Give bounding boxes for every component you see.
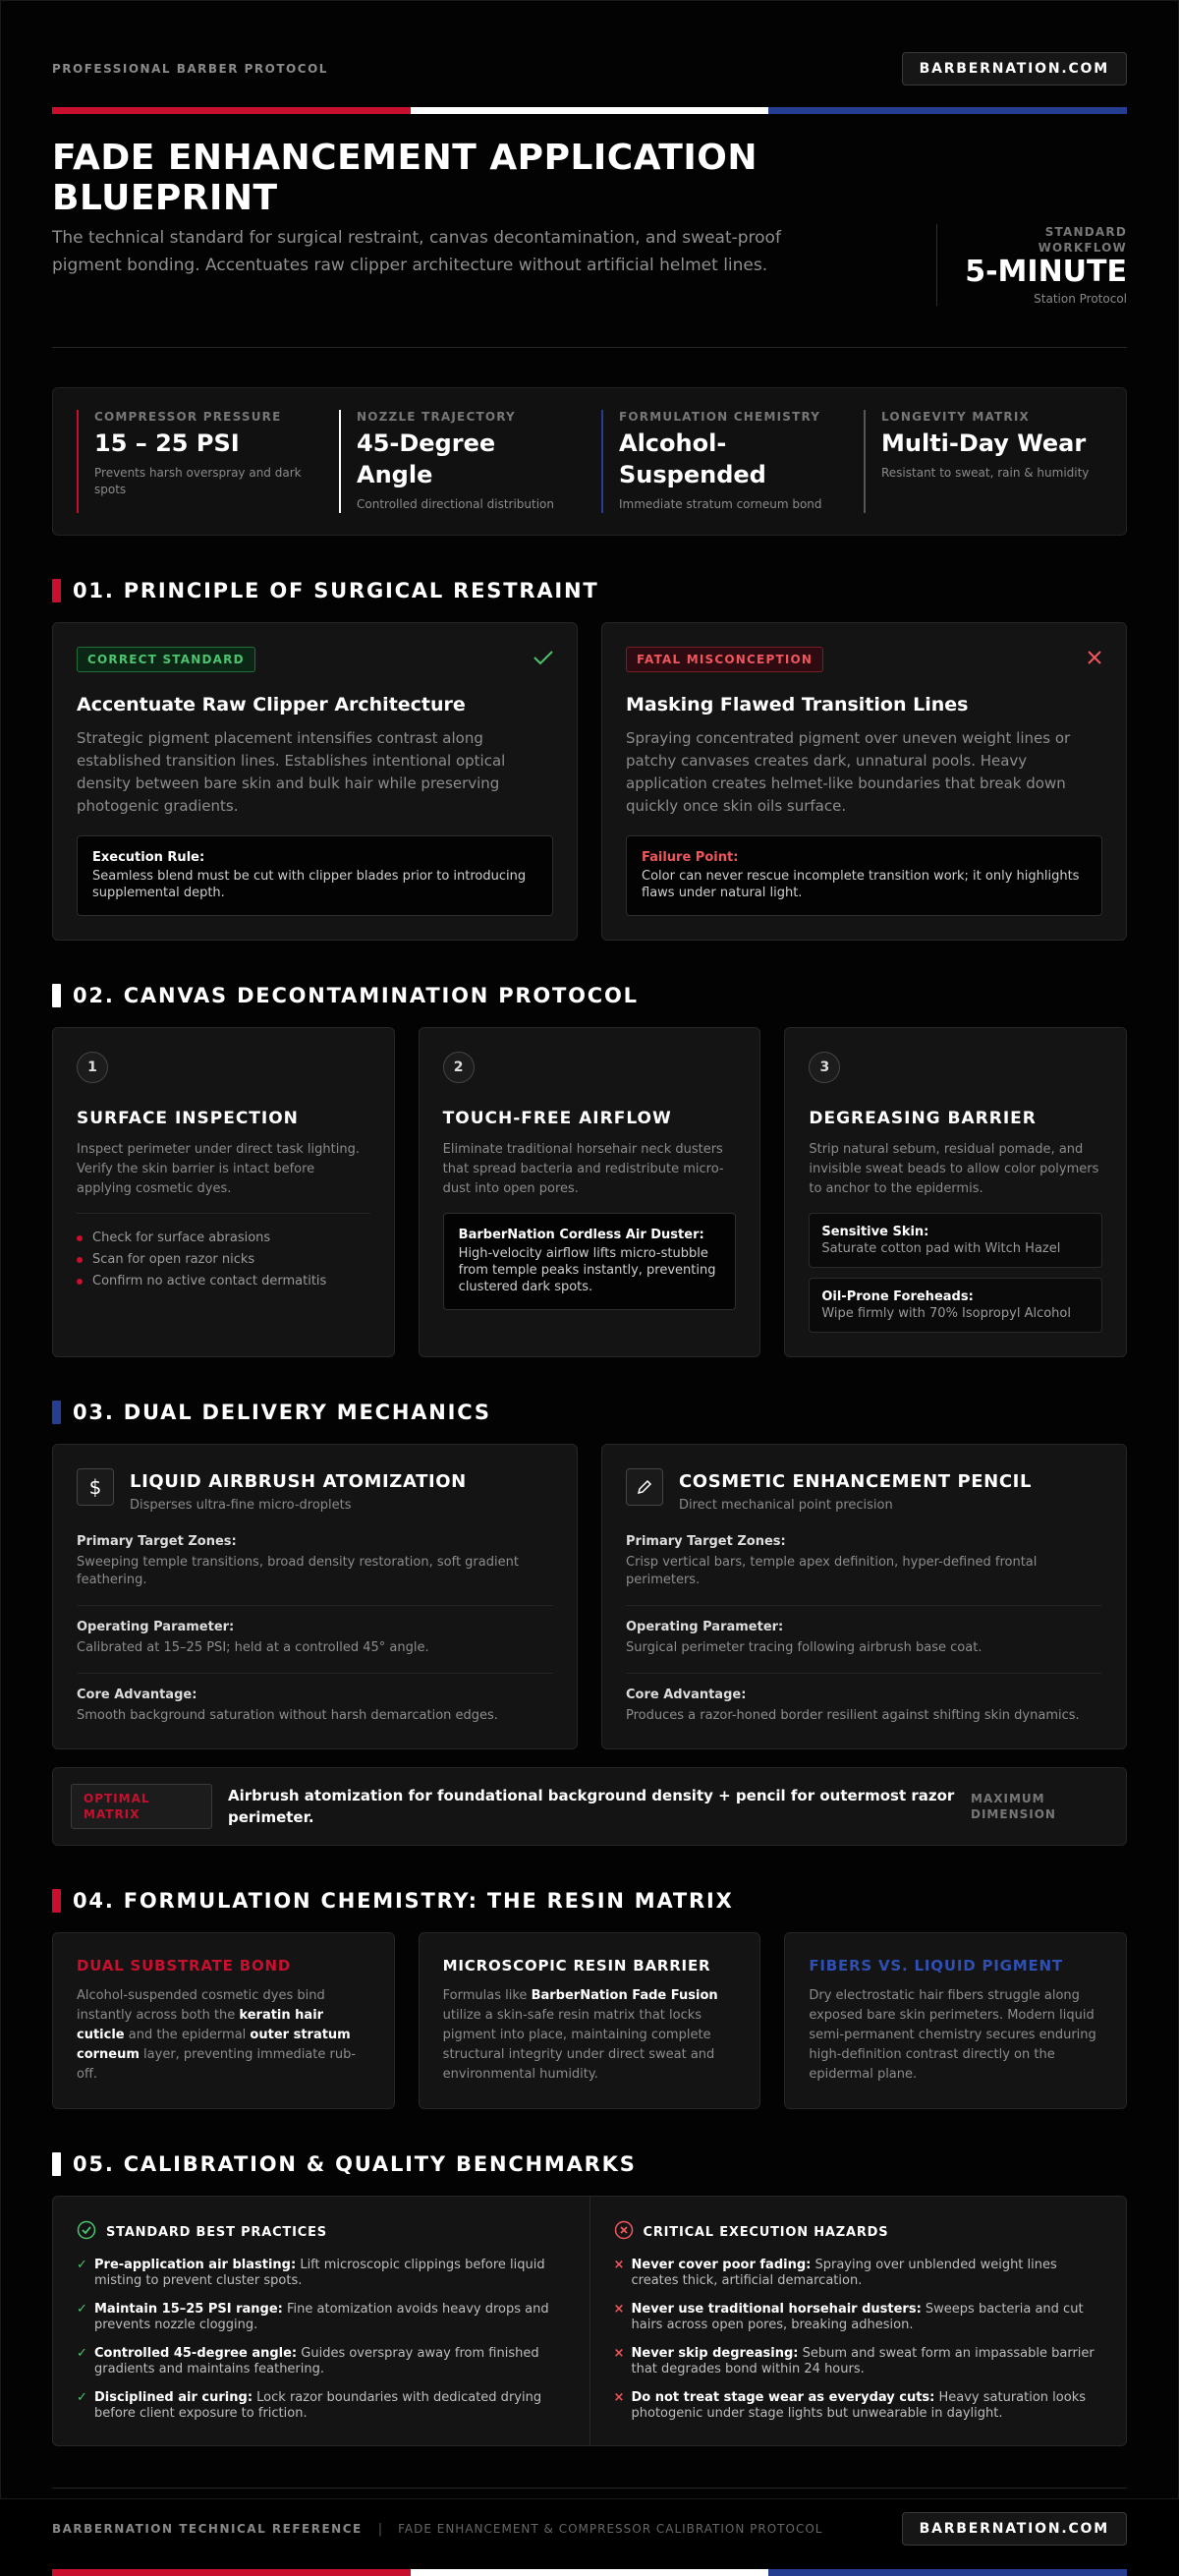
spec-desc: Immediate stratum corneum bond xyxy=(619,497,822,511)
step-number: 3 xyxy=(809,1052,840,1083)
list-item: × Never skip degreasing: Sebum and sweat form an impassable barrier that degrades bond within 24 hours. xyxy=(613,2346,1095,2376)
row-text: Sweeping temple transitions, broad density restoration, soft gradient feathering. xyxy=(77,1555,519,1587)
card-sub: Disperses ultra-fine micro-droplets xyxy=(130,1498,352,1513)
spec-label: NOZZLE TRAJECTORY xyxy=(357,410,516,424)
airbrush-card xyxy=(52,1444,578,1749)
benchmarks-panel xyxy=(52,2196,1127,2446)
card-desc: Strategic pigment placement intensifies contrast along established transition lines. Establishes intentional optical density between bare skin and bulk hair while preserving photogenic gradients. xyxy=(77,729,506,815)
best-practices-column xyxy=(53,2197,590,2445)
box-title: Execution Rule: xyxy=(92,850,205,865)
section-marker xyxy=(52,984,61,1007)
restraint-cards xyxy=(52,622,1127,941)
check-circle-icon xyxy=(77,2220,96,2244)
step-desc: Inspect perimeter under direct task lighting. Verify the skin barrier is intact before applying cosmetic dyes. xyxy=(77,1142,360,1196)
chemistry-cards xyxy=(52,1932,1127,2109)
spec-value: Alcohol-Suspended xyxy=(619,429,766,488)
section-heading-5 xyxy=(52,2152,1127,2176)
inspection-checklist xyxy=(77,1213,370,1292)
row-text: Produces a razor-honed border resilient against shifting skin dynamics. xyxy=(626,1708,1080,1723)
spec-value: Multi-Day Wear xyxy=(881,429,1087,457)
resin-barrier-card xyxy=(419,1932,761,2109)
decontamination-steps xyxy=(52,1027,1127,1357)
card-desc: Formulas like BarberNation Fade Fusion utilize a skin-safe resin matrix that locks pigment into place, maintaining complete structural integrity under direct sweat and environmental humidity. xyxy=(442,1988,718,2082)
bullet-icon xyxy=(77,1257,83,1263)
list-item xyxy=(77,1228,370,1249)
list-item: ✓ Maintain 15–25 PSI range: Fine atomization avoids heavy drops and prevents nozzle clogging. xyxy=(77,2302,549,2332)
check-icon xyxy=(533,650,553,669)
footer-reference: BARBERNATION TECHNICAL REFERENCE xyxy=(52,2522,363,2536)
mini-text: Saturate cotton pad with Witch Hazel xyxy=(821,1241,1061,1256)
row-text: Calibrated at 15–25 PSI; held at a controlled 45° angle. xyxy=(77,1640,429,1655)
list-item: × Do not treat stage wear as everyday cuts: Heavy saturation looks photogenic under stage lights but unwearable in daylight. xyxy=(613,2390,1086,2421)
section-title: 04. FORMULATION CHEMISTRY: THE RESIN MATRIX xyxy=(73,1889,734,1913)
footer-protocol: FADE ENHANCEMENT & COMPRESSOR CALIBRATION PROTOCOL xyxy=(398,2522,823,2536)
card-title: COSMETIC ENHANCEMENT PENCIL xyxy=(679,1471,1033,1492)
column-title: CRITICAL EXECUTION HAZARDS xyxy=(643,2224,889,2240)
x-icon: × xyxy=(613,2258,625,2272)
section-title: 03. DUAL DELIVERY MECHANICS xyxy=(73,1401,491,1424)
dual-substrate-card xyxy=(52,1932,395,2109)
x-circle-icon xyxy=(614,2220,634,2244)
card-title: Masking Flawed Transition Lines xyxy=(626,694,969,716)
box-title: Failure Point: xyxy=(642,850,739,865)
spec-strip xyxy=(52,387,1127,536)
list-item: ✓ Pre-application air blasting: Lift microscopic clippings before liquid misting to prevent cluster spots. xyxy=(77,2258,545,2288)
row-label: Core Advantage: xyxy=(77,1688,197,1702)
step-card-degreasing-barrier xyxy=(784,1027,1127,1357)
optimal-tag: OPTIMAL MATRIX xyxy=(71,1784,212,1829)
execution-rule-box xyxy=(77,835,553,916)
card-desc: Dry electrostatic hair fibers struggle along exposed bare skin perimeters. Modern liquid semi-permanent chemistry secures enduring high-definition contrast directly on the epidermal plane. xyxy=(809,1988,1096,2082)
check-icon: ✓ xyxy=(77,2302,87,2317)
spec-formulation-chemistry xyxy=(601,410,840,513)
row-label: Operating Parameter: xyxy=(77,1620,235,1634)
list-item: ✓ Controlled 45-degree angle: Guides overspray away from finished gradients and maintains feathering. xyxy=(77,2346,539,2376)
step-card-surface-inspection xyxy=(52,1027,395,1357)
spec-desc: Resistant to sweat, rain & humidity xyxy=(881,466,1090,480)
step-number: 2 xyxy=(443,1052,475,1083)
list-item-label: Scan for open razor nicks xyxy=(92,1252,255,1267)
sensitive-skin-box xyxy=(809,1213,1102,1268)
page-title: FADE ENHANCEMENT APPLICATION BLUEPRINT xyxy=(52,138,758,218)
workflow-value: 5-MINUTE xyxy=(965,255,1127,289)
card-title: MICROSCOPIC RESIN BARRIER xyxy=(442,1957,711,1975)
mini-title: Sensitive Skin: xyxy=(821,1225,929,1239)
x-icon: × xyxy=(613,2302,625,2317)
eyebrow: PROFESSIONAL BARBER PROTOCOL xyxy=(52,62,328,76)
x-icon xyxy=(1087,650,1102,669)
list-item-label: Confirm no active contact dermatitis xyxy=(92,1274,327,1288)
spec-label: FORMULATION CHEMISTRY xyxy=(619,410,821,424)
spec-longevity-matrix xyxy=(864,410,1102,513)
delivery-cards xyxy=(52,1444,1127,1749)
card-sub: Direct mechanical point precision xyxy=(679,1498,893,1513)
mini-title: Oil-Prone Foreheads: xyxy=(821,1289,974,1304)
section-heading-4 xyxy=(52,1889,1127,1913)
failure-point-box xyxy=(626,835,1102,916)
box-title: BarberNation Cordless Air Duster: xyxy=(458,1228,704,1242)
list-item xyxy=(77,1249,370,1271)
step-card-touch-free-airflow xyxy=(419,1027,761,1357)
list-item xyxy=(77,1271,370,1292)
card-title: FIBERS VS. LIQUID PIGMENT xyxy=(809,1957,1063,1975)
check-icon: ✓ xyxy=(77,2346,87,2361)
bullet-icon xyxy=(77,1235,83,1241)
card-desc: Spraying concentrated pigment over uneven weight lines or patchy canvases creates dark, unnatural pools. Heavy application creates helmet-like boundaries that break down quickly once skin oils surface. xyxy=(626,729,1071,815)
section-title: 01. PRINCIPLE OF SURGICAL RESTRAINT xyxy=(73,579,599,602)
pencil-icon xyxy=(626,1468,663,1506)
workflow-label: WORKFLOW xyxy=(1038,241,1127,255)
section-marker xyxy=(52,1401,61,1424)
misconception-badge: FATAL MISCONCEPTION xyxy=(626,647,823,672)
list-item: × Never cover poor fading: Spraying over unblended weight lines creates thick, artificial demarcation. xyxy=(613,2258,1057,2288)
spec-label: COMPRESSOR PRESSURE xyxy=(94,410,282,424)
hero-description: The technical standard for surgical restraint, canvas decontamination, and sweat-proof pigment bonding. Accentuates raw clipper architecture without artificial helmet lines. xyxy=(52,228,781,275)
spec-desc: Prevents harsh overspray and dark spots xyxy=(94,466,302,496)
box-text: Color can never rescue incomplete transition work; it only highlights flaws under natural light. xyxy=(642,869,1080,900)
x-icon: × xyxy=(613,2346,625,2361)
section-marker xyxy=(52,2152,61,2176)
card-title: Accentuate Raw Clipper Architecture xyxy=(77,694,466,716)
spec-value: 15 – 25 PSI xyxy=(94,429,240,457)
domain-button[interactable]: BARBERNATION.COM xyxy=(902,52,1127,86)
workflow-sub: Station Protocol xyxy=(1034,292,1127,306)
row-text: Surgical perimeter tracing following airbrush base coat. xyxy=(626,1640,982,1655)
fibers-vs-pigment-card xyxy=(784,1932,1127,2109)
footer-separator: | xyxy=(377,2521,383,2537)
section-title: 05. CALIBRATION & QUALITY BENCHMARKS xyxy=(73,2152,637,2176)
row-label: Primary Target Zones: xyxy=(77,1534,237,1549)
row-label: Operating Parameter: xyxy=(626,1620,784,1634)
list-item: × Never use traditional horsehair dusters: Sweeps bacteria and cut hairs across open pores, breaking adhesion. xyxy=(613,2302,1084,2332)
correct-badge: CORRECT STANDARD xyxy=(77,647,255,672)
workflow-label: STANDARD xyxy=(1044,225,1127,239)
hazards-column xyxy=(590,2197,1127,2445)
spec-desc: Controlled directional distribution xyxy=(357,497,554,511)
section-marker xyxy=(52,1889,61,1913)
column-title: STANDARD BEST PRACTICES xyxy=(106,2224,327,2240)
spec-compressor-pressure xyxy=(77,410,315,513)
top-bar xyxy=(52,1,1127,86)
workflow-stat xyxy=(936,224,1127,306)
row-label: Core Advantage: xyxy=(626,1688,747,1702)
list-item: ✓ Disciplined air curing: Lock razor boundaries with dedicated drying before client exposure to friction. xyxy=(77,2390,542,2421)
footer-tricolor-bar xyxy=(52,2569,1127,2576)
air-duster-box xyxy=(443,1213,737,1310)
step-title: DEGREASING BARRIER xyxy=(809,1109,1037,1128)
footer-domain-button[interactable]: BARBERNATION.COM xyxy=(902,2512,1127,2546)
footer xyxy=(52,2488,1127,2546)
dollar-icon: $ xyxy=(77,1468,114,1506)
check-icon: ✓ xyxy=(77,2258,87,2272)
section-title: 02. CANVAS DECONTAMINATION PROTOCOL xyxy=(73,984,639,1007)
list-item-label: Check for surface abrasions xyxy=(92,1231,271,1245)
row-text: Smooth background saturation without harsh demarcation edges. xyxy=(77,1708,498,1723)
step-title: SURFACE INSPECTION xyxy=(77,1109,299,1128)
section-heading-2 xyxy=(52,984,1127,1007)
row-label: Primary Target Zones: xyxy=(626,1534,786,1549)
oil-prone-box xyxy=(809,1278,1102,1333)
bullet-icon xyxy=(77,1279,83,1285)
fatal-misconception-card xyxy=(601,622,1127,941)
step-title: TOUCH-FREE AIRFLOW xyxy=(442,1109,672,1128)
check-icon: ✓ xyxy=(77,2390,87,2405)
box-text: Seamless blend must be cut with clipper blades prior to introducing supplemental depth. xyxy=(92,869,527,900)
step-number: 1 xyxy=(77,1052,108,1083)
row-text: Crisp vertical bars, temple apex definition, hyper-defined frontal perimeters. xyxy=(626,1555,1038,1587)
step-desc: Strip natural sebum, residual pomade, and invisible sweat beads to allow color polymers to anchor to the epidermis. xyxy=(809,1142,1099,1196)
tricolor-bar xyxy=(52,107,1127,114)
spec-label: LONGEVITY MATRIX xyxy=(881,410,1030,424)
section-heading-1 xyxy=(52,579,1127,602)
step-desc: Eliminate traditional horsehair neck dusters that spread bacteria and redistribute micro-dust into open pores. xyxy=(442,1142,724,1196)
correct-standard-card xyxy=(52,622,578,941)
optimal-matrix-banner xyxy=(52,1767,1127,1846)
card-title: LIQUID AIRBRUSH ATOMIZATION xyxy=(130,1471,467,1492)
card-desc: Alcohol-suspended cosmetic dyes bind instantly across both the keratin hair cuticle and the epidermal outer stratum corneum layer, preventing immediate rub-off. xyxy=(77,1988,357,2082)
mini-text: Wipe firmly with 70% Isopropyl Alcohol xyxy=(821,1306,1071,1321)
spec-nozzle-trajectory xyxy=(339,410,578,513)
hero xyxy=(52,138,1127,348)
optimal-message: Airbrush atomization for foundational background density + pencil for outermost razor perimeter. xyxy=(228,1787,955,1826)
section-heading-3 xyxy=(52,1401,1127,1424)
card-title: DUAL SUBSTRATE BOND xyxy=(77,1957,292,1975)
x-icon: × xyxy=(613,2390,625,2405)
spec-value: 45-Degree Angle xyxy=(357,429,496,488)
pencil-card xyxy=(601,1444,1127,1749)
section-marker xyxy=(52,579,61,602)
maximum-dimension-label: MAXIMUM DIMENSION xyxy=(971,1792,1056,1821)
box-text: High-velocity airflow lifts micro-stubble from temple peaks instantly, preventing clustered dark spots. xyxy=(458,1246,716,1294)
